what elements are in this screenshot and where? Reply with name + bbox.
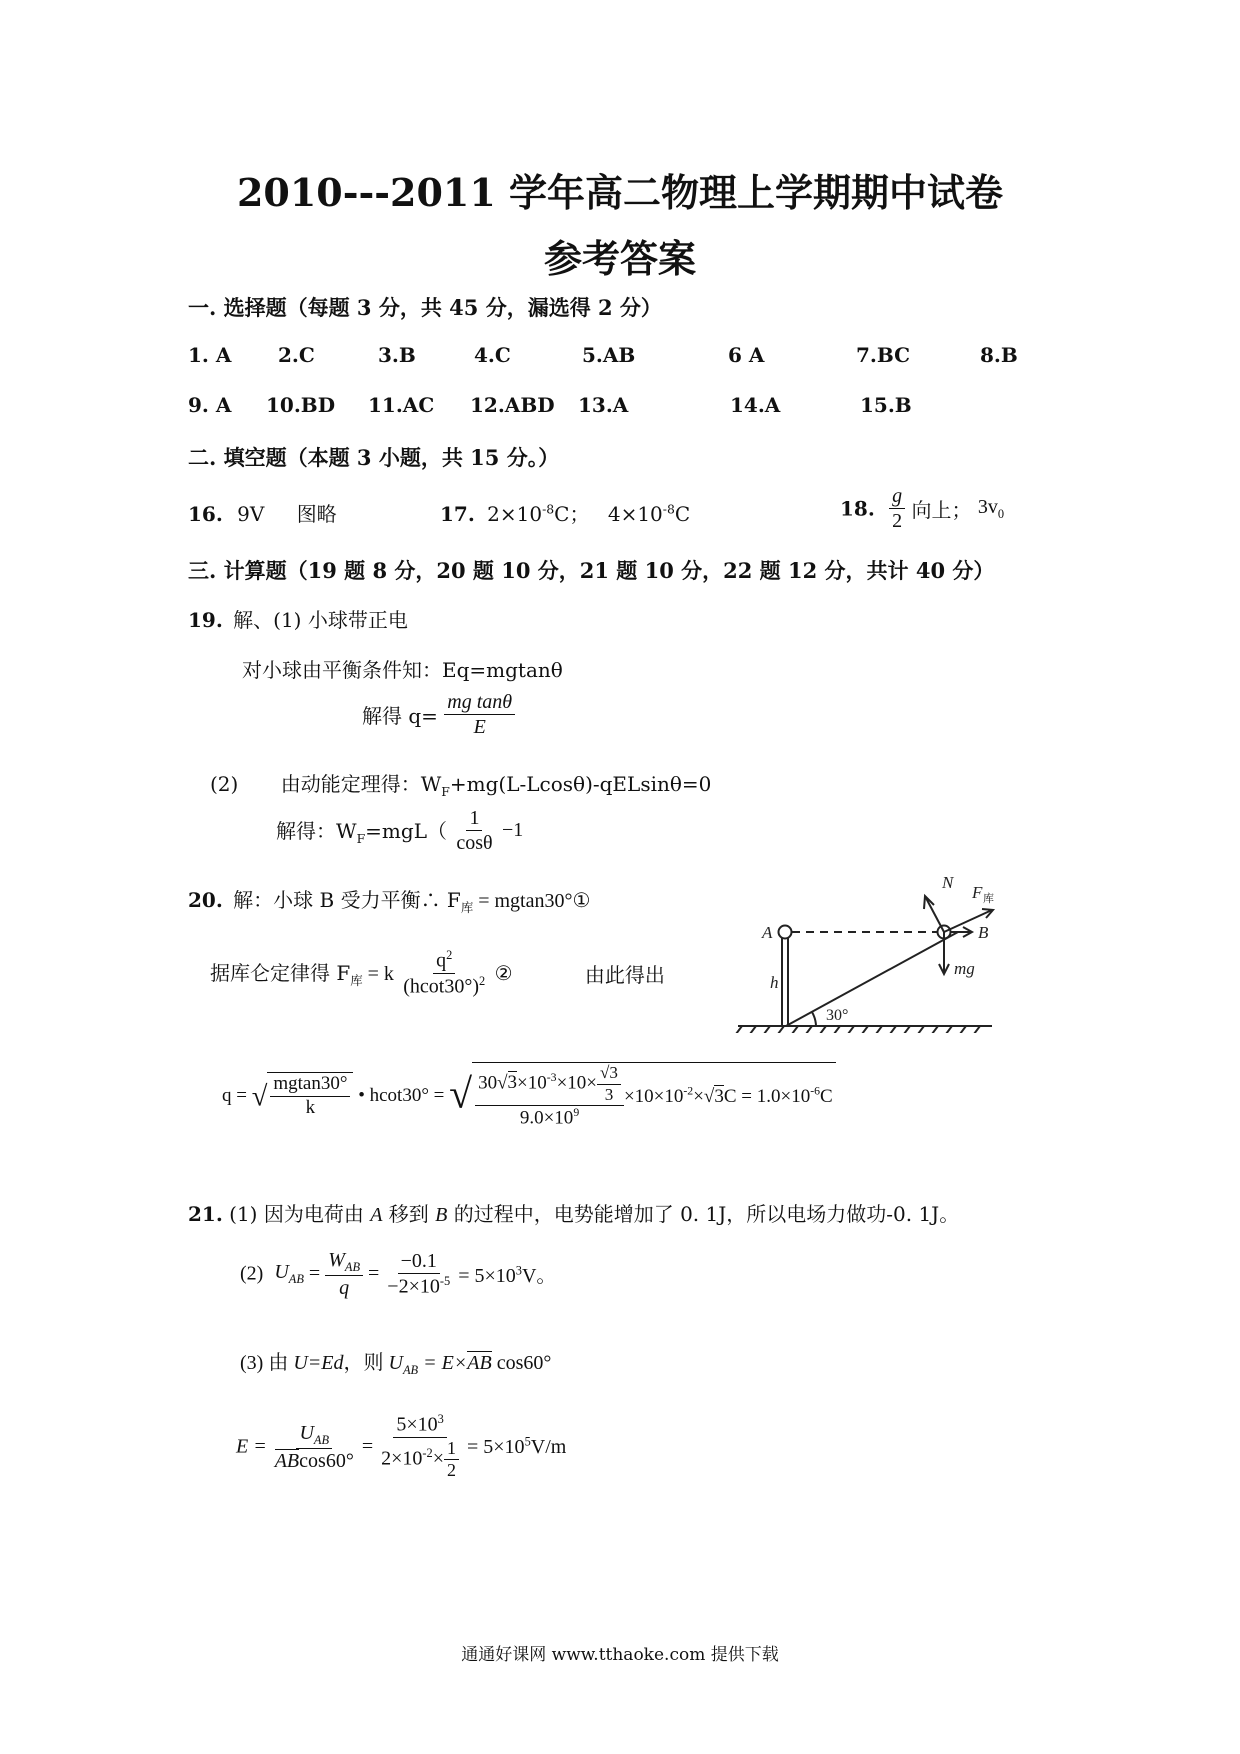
answer-12: 12.ABD [470,393,555,417]
answer-6: 6 A [728,343,765,367]
answer-5: 5.AB [582,343,636,367]
incline-line [786,932,958,1026]
q19-fraction-2: $\frac{1}{\cos\theta}$ [456,807,493,854]
q19-line3: 解得 q= $\frac{\text{mg tanθ}}{E}$ [362,690,515,739]
answer-10: 10.BD [266,393,336,417]
label-n: N [942,873,954,892]
answer-7: 7.BC [856,343,911,367]
answer-11: 11.AC [368,393,435,417]
page-subtitle: 参考答案 [543,236,696,281]
q19-fraction: $\frac{\text{mg tanθ}}{E}$ [444,690,515,739]
ground-hatching [736,1026,980,1033]
answer-9: 9. A [188,393,232,417]
answer-15: 15.B [860,393,912,417]
label-angle: 30° [826,1007,849,1024]
page-title: 2010---2011 学年高二物理上学期期中试卷 [236,170,1004,215]
answer-4: 4.C [474,343,511,367]
answer-1: 1. A [188,343,232,367]
q20-line1: 20. 解：小球 B 受力平衡∴ $F_库$ = mgtan30°① [188,888,591,915]
answer-13: 13.A [578,393,629,417]
q19-line2: 对小球由平衡条件知：Eq=mgtanθ [242,658,563,682]
arrow-n [926,898,944,932]
q20-line3: q = √ $\frac{mgtan30^\circ}{k}$ • hcot30° = √ $30√3\times 10^{-3}\times 10\times$ $\frac{√3}{3}$ $9.0\times 10^9$ $\times 10\times 10^{-2}\times√3C = 1.0\times 10^{-6}C$ [222,1062,836,1130]
q18-fraction: $\frac{g}{2}$ [889,484,905,533]
q20-line2: 据库仑定律得 $F_库 = k$ $\frac{q^2}{(hcot30^\circ)^2}$ ② 由此得出 [210,948,665,998]
answer-8: 8.B [980,343,1018,367]
answer-3: 3.B [378,343,416,367]
label-f-sub: 库 [983,893,994,905]
label-h: h [770,973,779,992]
q21-line3: (3) 由 U=Ed，则 $U_{AB} = E\times AB$ cos60° [240,1352,552,1377]
ball-a [779,926,792,939]
q21-line2: (2) $U_{AB}$ = $\frac{W_{AB}}{q}$ = $\frac{-0.1}{-2\times 10^{-5}}$ = $5\times 10^3V$。 [240,1249,557,1299]
q19-line4: (2) 由动能定理得：$W_F+mg(L-Lcos\theta)-qELsin\theta=0$ [210,772,712,799]
footer: 通通好课网 www.tthaoke.com 提供下载 [461,1645,779,1665]
label-f: F [972,883,983,902]
q18: 18. $\frac{g}{2}$ 向上； $3v_0$ [840,485,1005,532]
angle-arc [812,1012,816,1026]
answer-14: 14.A [730,393,781,417]
answer-2: 2.C [278,343,315,367]
section2-heading: 二. 填空题（本题 3 小题，共 15 分。） [188,445,560,470]
q20-coulomb-fraction: $\frac{q^2}{(hcot30^\circ)^2}$ [403,948,486,998]
q20-big-fraction: $30√3\times 10^{-3}\times 10\times$ $\frac{√3}{3}$ $9.0\times 10^9$ [475,1063,624,1130]
label-a: A [762,923,773,942]
q19-line1: 19. 解、(1) 小球带正电 [188,608,408,632]
q17: 17. $2\times 10^{-8}C$； $4\times 10^{-8}C$ [440,501,691,526]
section1-heading: 一. 选择题（每题 3 分，共 45 分，漏选得 2 分） [188,295,662,320]
q21-line1: 21. (1) 因为电荷由 A 移到 B 的过程中，电势能增加了 0. 1J，所以电场力做功-0. 1J。 [188,1202,960,1226]
q19-line5: 解得：$W_F=mgL$（ $\frac{1}{\cos\theta}$ −1 [276,807,524,854]
q16: 16. 9V 图略 [188,502,337,526]
label-mg: mg [954,959,975,978]
section3-heading: 三. 计算题（19 题 8 分，20 题 10 分，21 题 10 分，22 题 12 分，共计 40 分） [188,558,995,583]
label-b: B [978,923,989,942]
force-diagram [730,868,1000,1033]
q21-line4: E = $\frac{U_{AB}}{ABcos60^\circ}$ = $5\times 10^3$ $2\times 10^{-2}\times$ $\frac{1}{2}$ = $5\times 10^5V/m$ [236,1412,567,1481]
